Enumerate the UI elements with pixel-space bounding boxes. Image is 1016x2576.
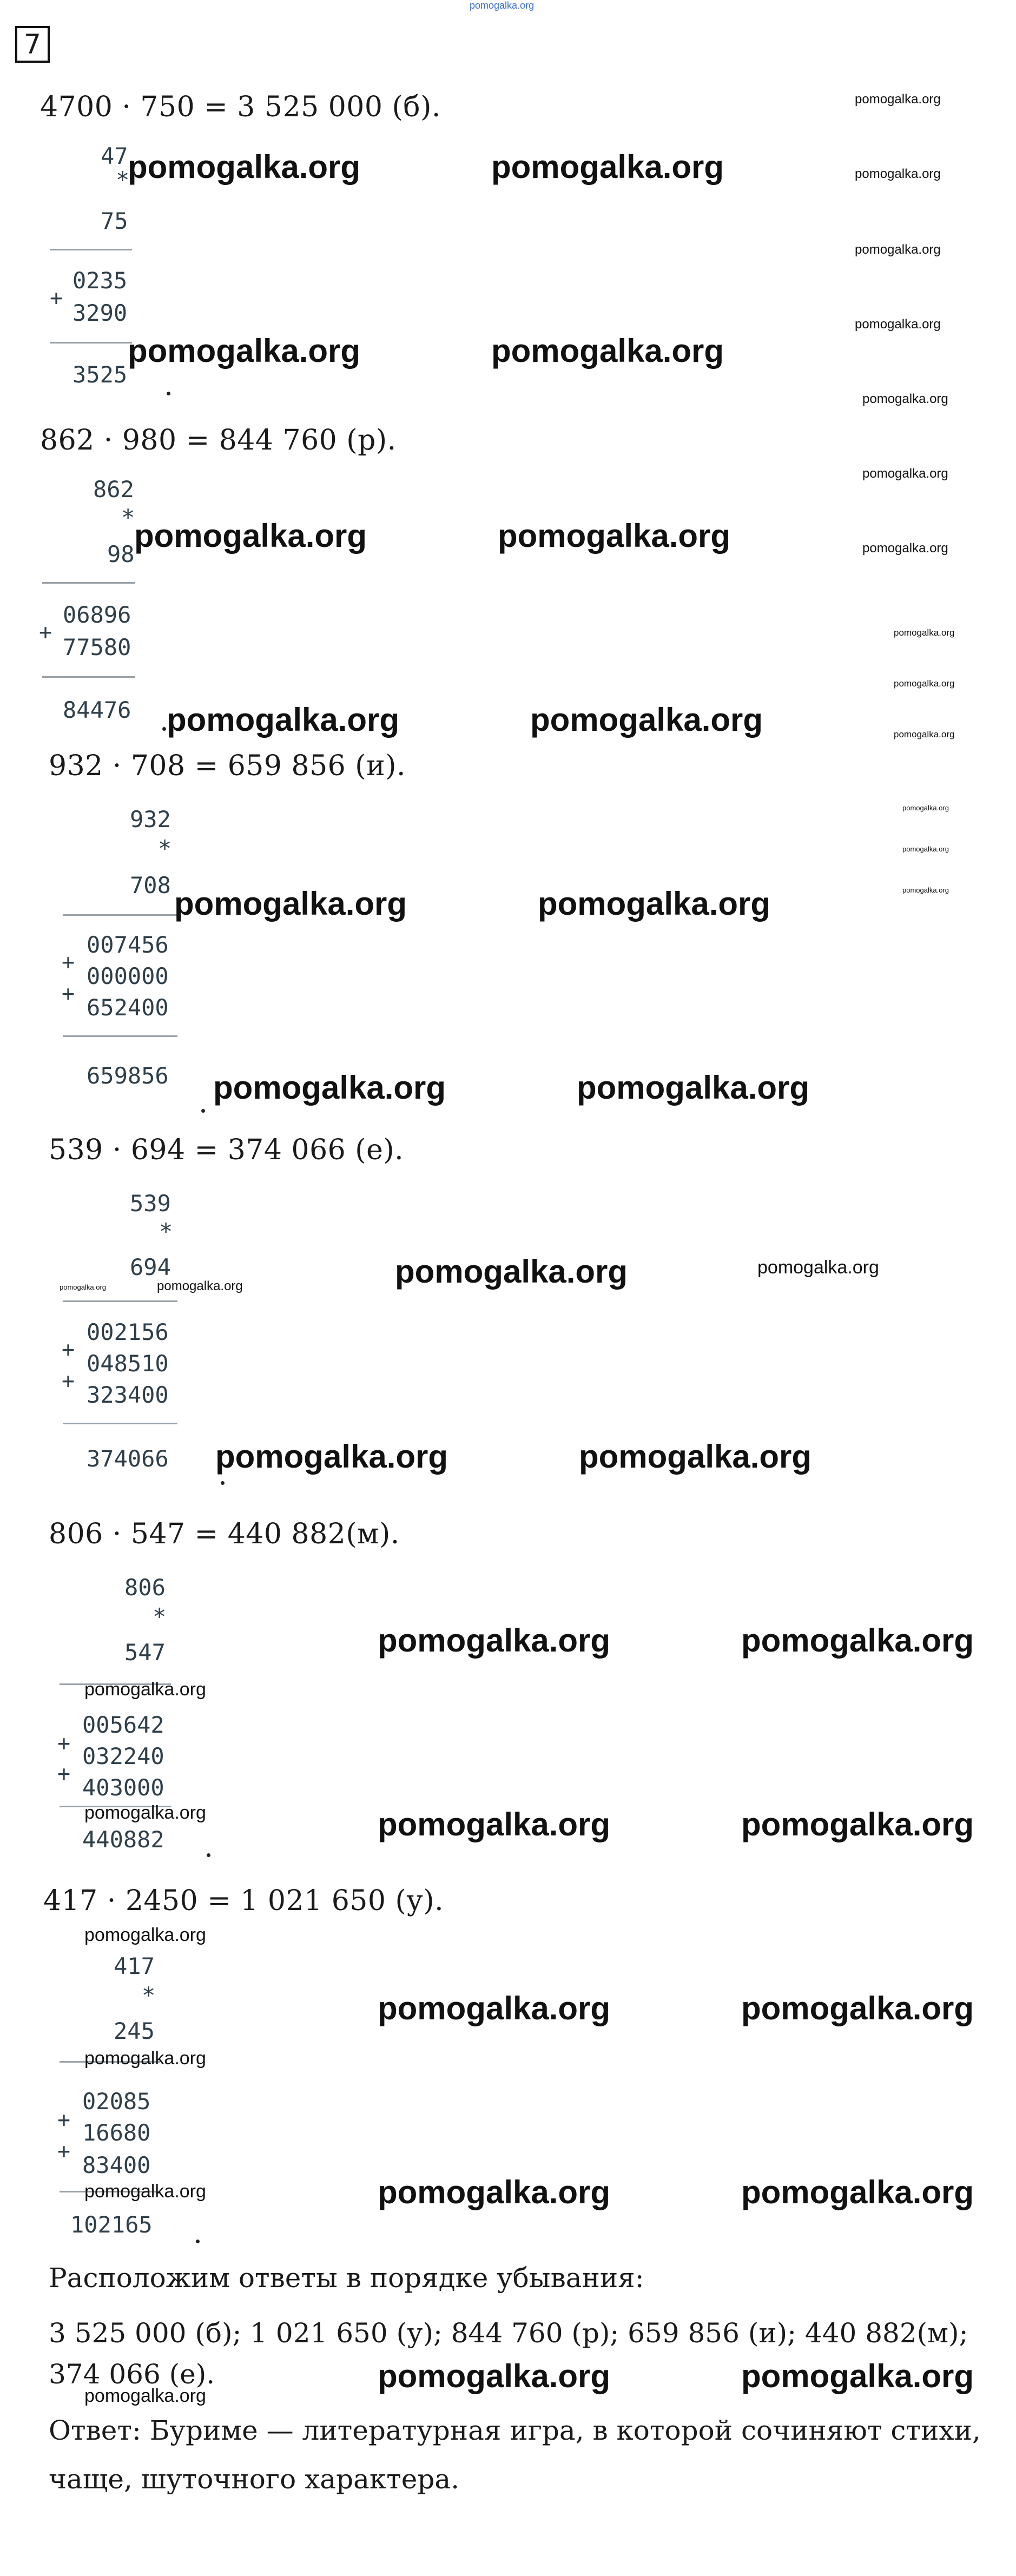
times-sign-2: * — [121, 504, 135, 531]
multiplicand-3: 932 — [130, 806, 171, 833]
watermark-big: pomogalka.org — [378, 2174, 611, 2210]
watermark-mid: pomogalka.org — [84, 2386, 206, 2406]
partial-6-1: 02085 — [82, 2088, 151, 2115]
watermark-big: pomogalka.org — [134, 518, 367, 554]
watermark-mid: pomogalka.org — [84, 2181, 206, 2202]
watermark-micro: pomogalka.org — [902, 804, 949, 812]
times-sign-6: * — [142, 1982, 156, 2009]
equation-6: 417 · 2450 = 1 021 650 (у). — [43, 1885, 444, 1917]
watermark-big: pomogalka.org — [378, 2358, 611, 2394]
watermark-mid: pomogalka.org — [757, 1257, 879, 1278]
watermark-big: pomogalka.org — [128, 149, 361, 185]
multiplier-4: 694 — [130, 1254, 171, 1280]
watermark-big: pomogalka.org — [741, 1622, 974, 1659]
rule-2b — [42, 676, 135, 678]
plus-sign-5a: + — [57, 1731, 71, 1756]
multiplier-3: 708 — [130, 872, 171, 899]
partial-1-2: 3290 — [72, 300, 128, 326]
equation-1: 4700 · 750 = 3 525 000 (б). — [40, 91, 441, 123]
watermark-tiny: pomogalka.org — [894, 678, 955, 689]
times-sign-5: * — [153, 1603, 167, 1630]
top-watermark: pomogalka.org — [470, 0, 535, 11]
watermark-mid: pomogalka.org — [84, 1802, 206, 1823]
watermark-big: pomogalka.org — [741, 2174, 974, 2210]
multiplier-1: 75 — [101, 208, 128, 234]
watermark-small: pomogalka.org — [157, 1279, 243, 1293]
equation-4: 539 · 694 = 374 066 (е). — [49, 1134, 404, 1166]
result-4: 374066 — [87, 1445, 169, 1472]
watermark-big: pomogalka.org — [395, 1253, 628, 1290]
watermark-mid: pomogalka.org — [84, 2048, 206, 2069]
watermark-mid: pomogalka.org — [84, 1679, 206, 1700]
watermark-small: pomogalka.org — [855, 242, 941, 257]
watermark-big: pomogalka.org — [579, 1438, 812, 1475]
watermark-small: pomogalka.org — [855, 317, 941, 332]
partial-4-3: 323400 — [87, 1382, 169, 1408]
times-sign-4: * — [159, 1218, 173, 1245]
rule-4a — [63, 1300, 177, 1302]
partial-4-1: 002156 — [87, 1319, 169, 1345]
plus-sign-6a: + — [57, 2108, 71, 2132]
partial-2-2: 77580 — [63, 634, 131, 660]
watermark-big: pomogalka.org — [378, 1806, 611, 1842]
partial-1-1: 0235 — [72, 267, 128, 294]
multiplier-6: 245 — [114, 2018, 155, 2044]
watermark-micro: pomogalka.org — [60, 1283, 106, 1291]
result-2: 84476 — [63, 697, 131, 723]
watermark-big: pomogalka.org — [491, 149, 724, 185]
watermark-small: pomogalka.org — [855, 167, 941, 181]
dot-4 — [221, 1481, 225, 1485]
watermark-small: pomogalka.org — [862, 466, 948, 481]
partial-3-2: 000000 — [87, 963, 169, 989]
watermark-tiny: pomogalka.org — [894, 628, 955, 638]
equation-2: 862 · 980 = 844 760 (р). — [40, 424, 397, 457]
result-3: 659856 — [87, 1062, 169, 1089]
order-line-1: 3 525 000 (б); 1 021 650 (у); 844 760 (р); 659 856 (и); 440 882(м); — [49, 2317, 968, 2349]
partial-6-3: 83400 — [82, 2152, 151, 2178]
partial-2-1: 06896 — [63, 602, 131, 628]
rule-2a — [42, 582, 135, 584]
equation-3: 932 · 708 = 659 856 (и). — [49, 750, 406, 782]
partial-5-1: 005642 — [82, 1712, 164, 1738]
watermark-big: pomogalka.org — [378, 1622, 611, 1659]
multiplier-2: 98 — [107, 541, 135, 567]
plus-sign-3b: + — [62, 981, 75, 1006]
order-intro: Расположим ответы в порядке убывания: — [49, 2262, 644, 2294]
multiplicand-1: 47 — [101, 143, 128, 169]
rule-3b — [63, 1035, 177, 1037]
partial-6-2: 16680 — [82, 2119, 151, 2146]
watermark-small: pomogalka.org — [862, 541, 948, 556]
dot-1 — [167, 392, 170, 395]
task-number-box: 7 — [15, 26, 50, 63]
partial-3-1: 007456 — [87, 932, 169, 958]
partial-5-3: 403000 — [82, 1774, 164, 1801]
dot-3 — [201, 1109, 205, 1113]
result-1: 3525 — [72, 361, 128, 388]
watermark-big: pomogalka.org — [215, 1438, 448, 1475]
order-line-2: 374 066 (е). — [49, 2359, 215, 2390]
multiplicand-2: 862 — [93, 476, 134, 503]
watermark-big: pomogalka.org — [491, 333, 724, 369]
dot-5 — [207, 1853, 210, 1857]
watermark-big: pomogalka.org — [538, 886, 771, 922]
result-5: 440882 — [82, 1826, 164, 1853]
watermark-small: pomogalka.org — [855, 92, 941, 107]
watermark-small: pomogalka.org — [862, 392, 948, 406]
multiplier-5: 547 — [124, 1639, 166, 1666]
multiplicand-4: 539 — [130, 1190, 171, 1217]
watermark-big: pomogalka.org — [167, 702, 400, 738]
watermark-big: pomogalka.org — [498, 518, 731, 554]
result-6: 102165 — [70, 2211, 153, 2238]
rule-1b — [50, 342, 132, 344]
plus-sign-4a: + — [62, 1337, 75, 1362]
watermark-big: pomogalka.org — [741, 1990, 974, 2026]
watermark-tiny: pomogalka.org — [894, 729, 955, 739]
watermark-micro: pomogalka.org — [902, 845, 949, 853]
partial-4-2: 048510 — [87, 1350, 169, 1377]
watermark-mid: pomogalka.org — [84, 1925, 206, 1945]
watermark-big: pomogalka.org — [530, 702, 763, 738]
plus-sign-4b: + — [62, 1369, 75, 1393]
answer-line-2: чаще, шуточного характера. — [49, 2463, 460, 2495]
watermark-big: pomogalka.org — [128, 333, 361, 369]
times-sign-3: * — [158, 835, 172, 862]
partial-5-2: 032240 — [82, 1743, 164, 1769]
rule-1a — [50, 249, 132, 250]
answer-line-1: Ответ: Буриме — литературная игра, в которой сочиняют стихи, — [49, 2415, 981, 2446]
watermark-big: pomogalka.org — [741, 2358, 974, 2394]
times-sign-1: * — [116, 167, 130, 193]
watermark-big: pomogalka.org — [577, 1069, 810, 1106]
plus-sign-1: + — [50, 286, 63, 311]
equation-5: 806 · 547 = 440 882(м). — [49, 1518, 400, 1550]
partial-3-3: 652400 — [87, 994, 169, 1021]
watermark-big: pomogalka.org — [741, 1806, 974, 1842]
watermark-micro: pomogalka.org — [902, 886, 949, 894]
plus-sign-6b: + — [57, 2139, 71, 2164]
dot-2 — [162, 727, 166, 731]
rule-4b — [63, 1423, 177, 1424]
dot-6 — [196, 2240, 200, 2243]
rule-3a — [63, 914, 177, 916]
watermark-big: pomogalka.org — [174, 886, 407, 922]
plus-sign-5b: + — [57, 1761, 71, 1786]
multiplicand-5: 806 — [124, 1574, 166, 1601]
plus-sign-3a: + — [62, 950, 75, 975]
plus-sign-2: + — [39, 620, 52, 645]
watermark-big: pomogalka.org — [213, 1069, 446, 1106]
watermark-big: pomogalka.org — [378, 1990, 611, 2026]
multiplicand-6: 417 — [114, 1953, 155, 1979]
